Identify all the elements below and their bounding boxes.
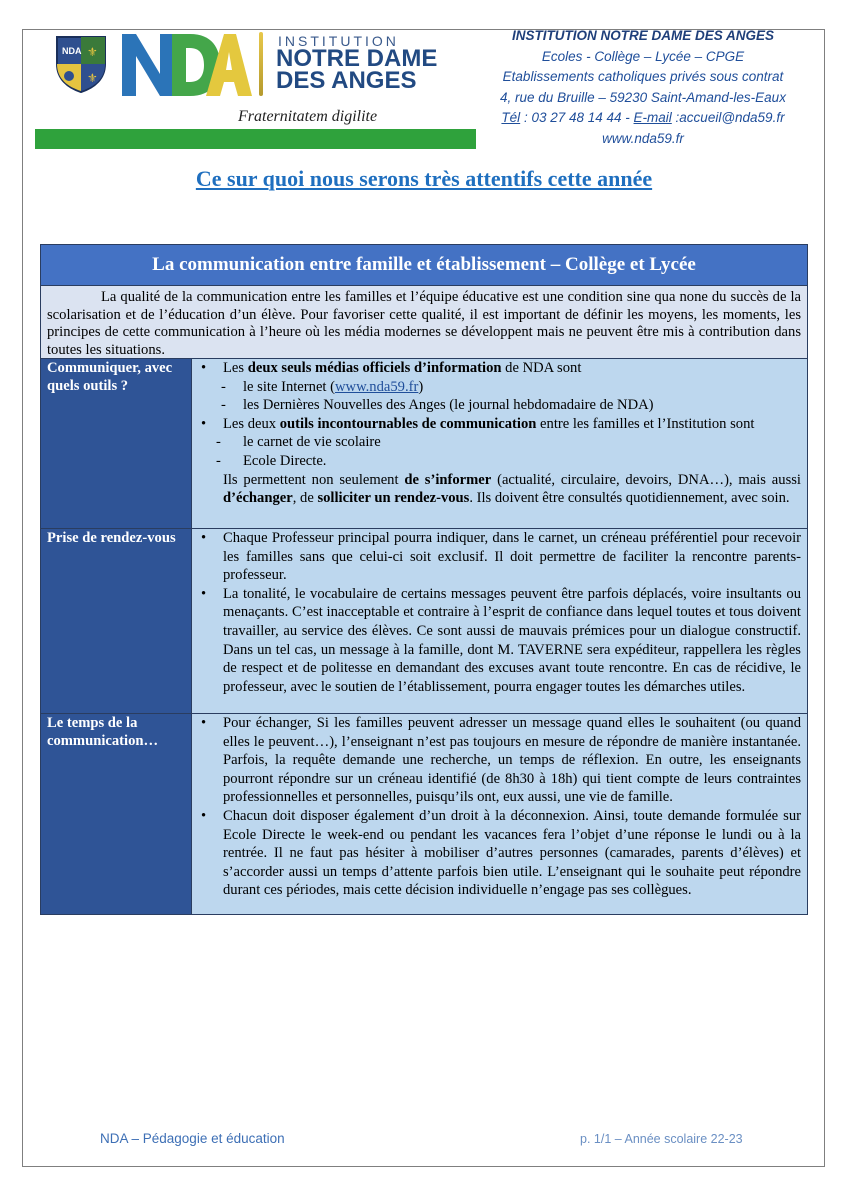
- row-content: [192, 529, 807, 713]
- list-item: • Chaque Professeur principal pourra indiquer, dans le carnet, un créneau préférentiel pour recevoir les familles sans que celui-ci soit exclusif. Il doit permettre de faciliter la rencontre parents-professeur.: [198, 529, 801, 585]
- crest-logo: [54, 34, 108, 94]
- table-row: [41, 359, 807, 529]
- institution-name: INSTITUTION NOTRE DAME DES ANGES: [511, 28, 774, 43]
- footer-page-info: p. 1/1 – Année scolaire 22-23: [580, 1132, 743, 1146]
- logo-institution-text: INSTITUTION: [278, 33, 399, 49]
- svg-text:⚜: ⚜: [87, 71, 98, 85]
- list-item: • Pour échanger, Si les familles peuvent adresser un message quand elles le souhaitent (ou quand elles le peuvent…), l’enseignant n’est pas toujours en mesure de répondre de manière instantanée. Parfois, la requête demande une recherche, un temps de réflexion. En outre, les enseignants pourront répondre sur un créneau identifié (de 8h30 à 18h) qui tient compte de leurs contraintes professionnelles et personnelles, puisqu’ils ont, eux aussi, une vie de famille.: [198, 714, 801, 807]
- text: de NDA sont: [501, 360, 582, 376]
- footer-left: NDA – Pédagogie et éducation: [100, 1131, 285, 1146]
- page-title: Ce sur quoi nous serons très attentifs cette année: [195, 166, 653, 191]
- paragraph: [198, 471, 801, 508]
- text: Les: [223, 360, 248, 376]
- row-content: [192, 359, 807, 528]
- row-label: Communiquer, avec quels outils ?: [41, 359, 192, 528]
- tel-value: : 03 27 48 14 44 -: [520, 110, 634, 125]
- text: Ils permettent non seulement: [223, 471, 405, 488]
- logo-school-name: [276, 45, 438, 94]
- email-label: E-mail: [633, 110, 672, 125]
- bold-text: d’échanger: [223, 490, 293, 507]
- motto: Fraternitatem digilite: [238, 108, 378, 125]
- text: entre les familles et l’Institution sont: [536, 415, 755, 432]
- website-link-inline[interactable]: www.nda59.fr: [334, 378, 419, 395]
- logo-line-1: NOTRE DAME: [276, 45, 438, 72]
- bold-text: deux seuls médias officiels d’information: [247, 360, 502, 376]
- contact-line: [478, 108, 808, 129]
- sub-item: - Ecole Directe.: [198, 452, 801, 471]
- table-heading: La communication entre famille et établissement – Collège et Lycée: [41, 245, 807, 286]
- svg-text:⚜: ⚜: [87, 45, 98, 59]
- text: . Ils doivent être consultés quotidiennement, avec soin.: [469, 490, 790, 507]
- bold-text: de s’informer: [404, 471, 492, 488]
- logo-divider: [259, 32, 263, 96]
- bold-text: outils incontournables de communication: [279, 415, 537, 432]
- list-item: • Chacun doit disposer également d’un droit à la déconnexion. Ainsi, toute demande formulée sur Ecole Directe le week-end ou pendant les vacances fera l’objet d’une réponse le lundi ou à la rentrée. Il ne faut pas hésiter à mobiliser d’autres personnes (camarades, parents d’élèves) et s’accorder aussi un temps d’attente parfois bien utile. L’enseignant qui le souhaite peut répondre durant ces périodes, mais cette décision individuelle n’engage pas ses collègues.: [198, 807, 801, 900]
- bold-text: solliciter un rendez-vous: [317, 490, 470, 507]
- list-item: [198, 415, 801, 434]
- status-line: Etablissements catholiques privés sous contrat: [502, 69, 784, 84]
- list-item: [198, 359, 801, 378]
- nda-logo: [120, 30, 252, 98]
- website-link[interactable]: www.nda59.fr: [602, 130, 684, 146]
- address-block: [478, 26, 808, 149]
- sub-item: [198, 378, 801, 397]
- sub-item: - le carnet de vie scolaire: [198, 433, 801, 452]
- table-row: [41, 714, 807, 914]
- row-label: Prise de rendez-vous: [41, 529, 192, 713]
- table-intro: La qualité de la communication entre les familles et l’équipe éducative est une condition sine qua none du succès de la scolarisation et de l’éducation d’un élève. Pour favoriser cette qualité, il est important de définir les moyens, les moments, les principes de cette communication à l’heure où les média modernes se développent mais ne peuvent être mis à contribution dans toutes les situations.: [41, 286, 807, 359]
- text: le site Internet (: [243, 378, 335, 395]
- row-label: Le temps de la communication…: [41, 714, 192, 914]
- logo-line-2: DES ANGES: [276, 67, 417, 94]
- street-line: 4, rue du Bruille – 59230 Saint-Amand-les-Eaux: [500, 89, 786, 105]
- email-value[interactable]: :accueil@nda59.fr: [671, 110, 785, 125]
- green-banner: [35, 129, 476, 149]
- communication-table: [40, 244, 808, 915]
- svg-text:NDA: NDA: [62, 46, 82, 56]
- table-row: [41, 529, 807, 714]
- text: (actualité, circulaire, devoirs, DNA…), mais aussi: [491, 471, 801, 488]
- text: ): [418, 378, 424, 395]
- text: Les deux: [223, 415, 280, 432]
- schools-line: Ecoles - Collège – Lycée – CPGE: [541, 48, 745, 64]
- sub-item: - les Dernières Nouvelles des Anges (le journal hebdomadaire de NDA): [198, 396, 801, 415]
- list-item: • La tonalité, le vocabulaire de certains messages peuvent être parfois déplacés, voire insultants ou menaçants. C’est inacceptable et contraire à l’esprit de confiance dans lequel toutes et tous doivent travailler, au service des élèves. Ce sont aussi de mauvais prémices pour un dialogue constructif. Dans un tel cas, un message à la famille, dont M. TAVERNE sera expéditeur, rappellera les règles de respect et de politesse en demandant des excuses avant toute rencontre. En cas de récidive, le professeur, avec le soutien de l’établissement, pourra engager toutes les démarches utiles.: [198, 585, 801, 697]
- row-content: [192, 714, 807, 914]
- tel-label: Tél: [501, 110, 521, 125]
- text: , de: [292, 490, 318, 507]
